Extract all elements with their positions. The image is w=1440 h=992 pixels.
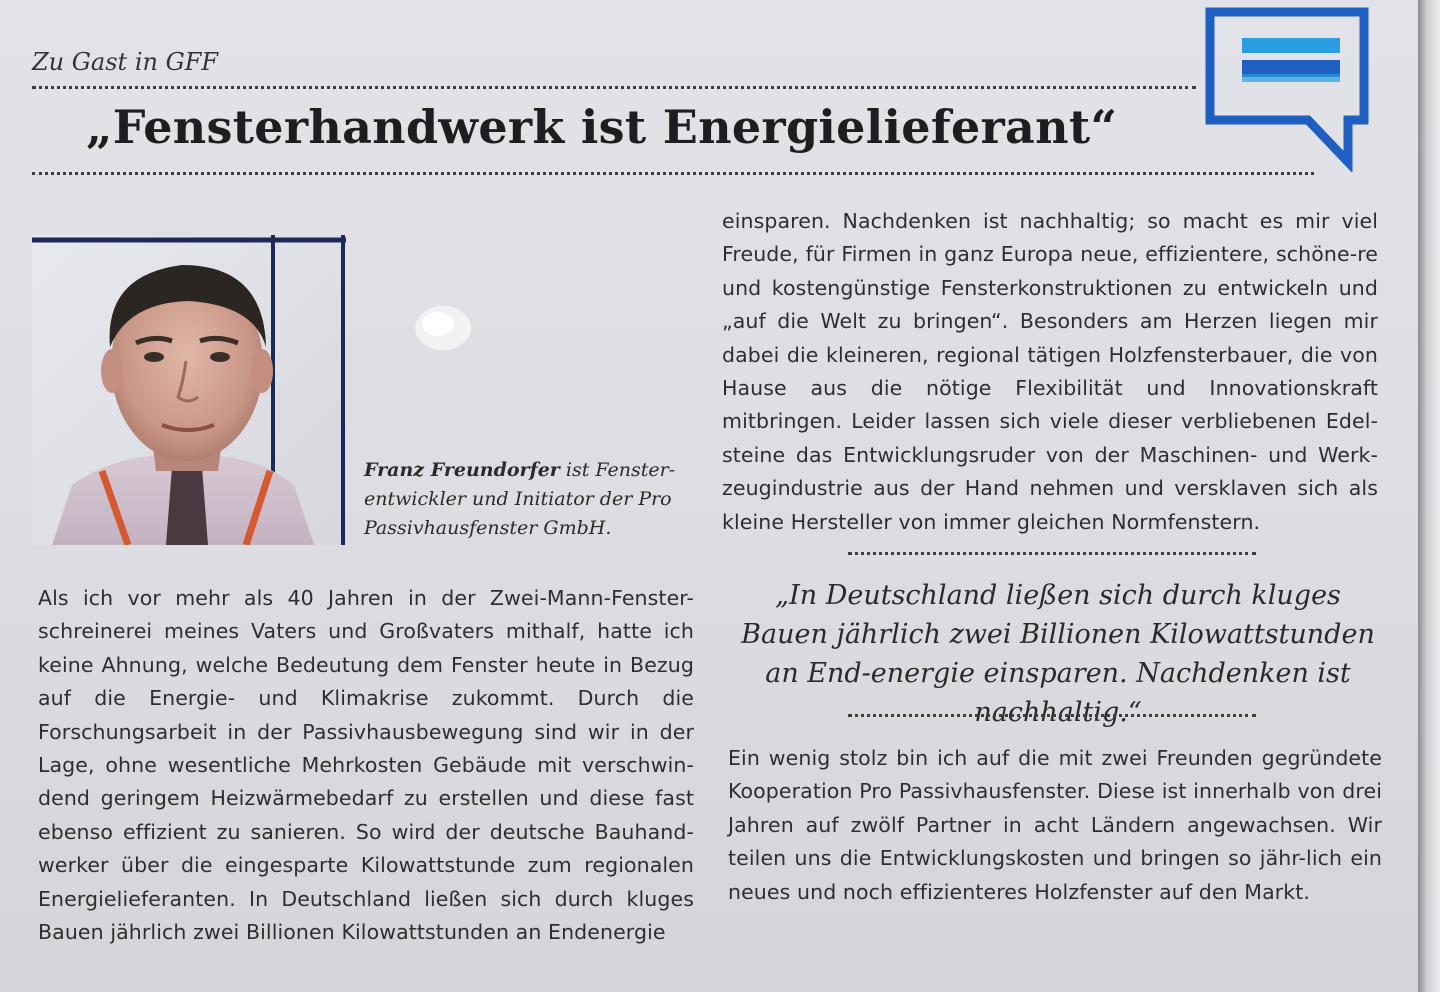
page-edge [1418, 0, 1440, 992]
body-column-right-bottom: Ein wenig stolz bin ich auf die mit zwei Freunden gegründete Kooperation Pro Passivhausfenster. Diese ist innerhalb von drei Jahren auf zwölf Partner in acht Ländern angewachsen. Wir teilen uns die Entwicklungskosten und bringen so jähr-lich ein neues und noch effizienteres Holzfenster auf den Markt. [728, 746, 1382, 904]
body-column-left: Als ich vor mehr als 40 Jahren in der Zwei-Mann-Fenster-schreinerei meines Vaters und Großvaters mithalf, hatte ich keine Ahnung, welche Bedeutung dem Fenster heute in Bezug auf die Energie- und Klimakrise zukommt. Durch die Forschungsarbeit in der Passivhausbewegung sind wir in der Lage, ohne wesentliche Mehrkosten Gebäude mit verschwin-dend geringem Heizwärmebedarf zu erstellen und diese fast ebenso effizient zu sanieren. So wird der deutsche Bauhand-werker über die eingesparte Kilowattstunde zum regionalen Energielieferanten. In Deutschland ließen sich durch kluges Bauen jährlich zwei Billionen Kilowattstunden an Endenergie [38, 586, 694, 945]
dotted-rule-headline [32, 172, 1314, 175]
dotted-rule-quote-top [848, 552, 1256, 555]
dotted-rule-top [32, 86, 1196, 89]
speech-bubble-icon [1196, 2, 1382, 172]
pull-quote: „In Deutschland ließen sich durch kluges Bauen jährlich zwei Billionen Kilowattstunden an End-energie einsparen. Nachdenken ist nachhaltig.“ [741, 580, 1375, 728]
caption-text: ist Fenster-entwickler und Initiator der Pro Passivhausfenster GmbH. [364, 459, 676, 539]
caption-name: Franz Freundorfer [364, 459, 560, 481]
portrait-photo [32, 235, 346, 545]
dotted-rule-quote-bottom [848, 714, 1256, 717]
section-kicker: Zu Gast in GFF [32, 48, 219, 76]
body-column-right-top: einsparen. Nachdenken ist nachhaltig; so macht es mir viel Freude, für Firmen in ganz Europa neue, effizientere, schöne-re und kostengünstige Fensterkonstruktionen zu entwickeln und „auf die Welt zu bringen“. Besonders am Herzen liegen mir dabei die kleineren, regional tätigen Holzfensterbauer, die von Hause aus die nötige Flexibilität und Innovationskraft mitbringen. Leider lassen sich viele dieser verbliebenen Edel-steine das Entwicklungsruder von der Maschinen- und Werk-zeugindustrie aus der Hand nehmen und versklaven sich als kleine Hersteller von immer gleichen Normfenstern. [722, 209, 1378, 534]
paper-glare [408, 298, 478, 358]
headline: „Fensterhandwerk ist Energielieferant“ [86, 100, 1118, 154]
photo-caption [364, 456, 684, 543]
